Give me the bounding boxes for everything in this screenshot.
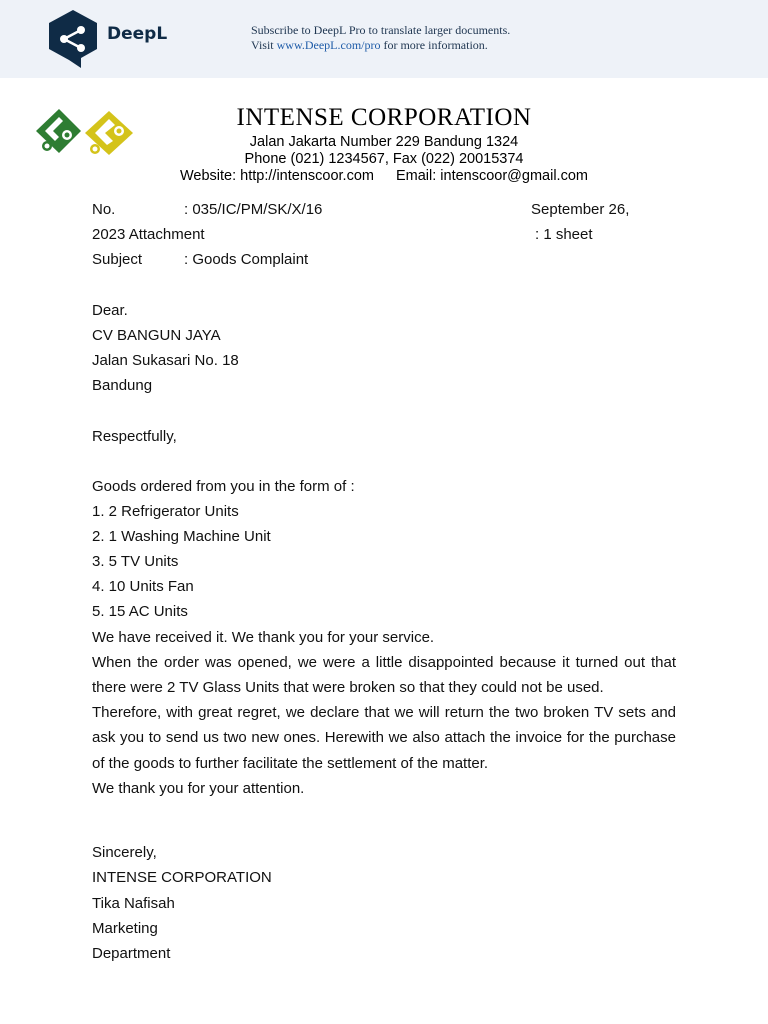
deepl-pro-link[interactable]: www.DeepL.com/pro bbox=[276, 38, 381, 52]
number-value: : 035/IC/PM/SK/X/16 bbox=[184, 201, 323, 218]
opening-line: Respectfully, bbox=[92, 428, 177, 445]
received-line: We have received it. We thank you for your service. bbox=[92, 629, 435, 646]
subject-label: Subject bbox=[92, 251, 143, 268]
deepl-promo-text bbox=[251, 23, 510, 53]
list-item: 2. 1 Washing Machine Unit bbox=[92, 528, 271, 545]
letter-date: September 26, bbox=[531, 201, 630, 218]
attachment-label: 2023 Attachment bbox=[92, 226, 205, 243]
signer-department-2: Department bbox=[92, 945, 171, 962]
complaint-paragraph: When the order was opened, we were a little disappointed because it turned out that there were 2 TV Glass Units that were broken so that they could not be used. bbox=[92, 654, 676, 697]
list-item: 4. 10 Units Fan bbox=[92, 578, 194, 595]
return-paragraph: Therefore, with great regret, we declare that we will return the two broken TV sets and ask you to send us two new ones. Herewith we also attach the invoice for the purchase of the goods to further facilitate the settlement of the matter. bbox=[92, 704, 676, 772]
closing-company: INTENSE CORPORATION bbox=[92, 869, 272, 886]
thanks-line: We thank you for your attention. bbox=[92, 780, 305, 797]
order-intro: Goods ordered from you in the form of : bbox=[92, 478, 355, 495]
subject-value: : Goods Complaint bbox=[184, 251, 309, 268]
promo-line-1: Subscribe to DeepL Pro to translate larger documents. bbox=[251, 23, 511, 37]
company-name-heading: INTENSE CORPORATION bbox=[236, 104, 532, 131]
deepl-banner bbox=[0, 0, 768, 78]
promo-more-info: for more information. bbox=[380, 38, 488, 52]
attachment-value: : 1 sheet bbox=[535, 226, 593, 243]
list-item: 1. 2 Refrigerator Units bbox=[92, 503, 239, 520]
signer-name: Tika Nafisah bbox=[92, 895, 175, 912]
recipient-street: Jalan Sukasari No. 18 bbox=[92, 352, 239, 369]
company-website: Website: http://intenscoor.com bbox=[180, 168, 374, 184]
recipient-city: Bandung bbox=[92, 377, 153, 394]
recipient-name: CV BANGUN JAYA bbox=[92, 327, 221, 344]
list-item: 3. 5 TV Units bbox=[92, 553, 179, 570]
promo-line-2 bbox=[251, 38, 510, 53]
list-item: 5. 15 AC Units bbox=[92, 603, 188, 620]
company-phone: Phone (021) 1234567, Fax (022) 20015374 bbox=[244, 151, 524, 167]
number-label: No. bbox=[92, 201, 116, 218]
company-email: Email: intenscoor@gmail.com bbox=[395, 168, 588, 184]
deepl-logo-icon[interactable] bbox=[47, 9, 99, 69]
company-contact bbox=[0, 168, 768, 184]
promo-visit: Visit bbox=[251, 38, 277, 52]
company-address: Jalan Jakarta Number 229 Bandung 1324 bbox=[249, 134, 519, 150]
closing-sincerely: Sincerely, bbox=[92, 844, 157, 861]
deepl-brand-name: DeepL bbox=[107, 24, 168, 44]
salutation: Dear. bbox=[92, 302, 128, 319]
signer-department-1: Marketing bbox=[92, 920, 158, 937]
